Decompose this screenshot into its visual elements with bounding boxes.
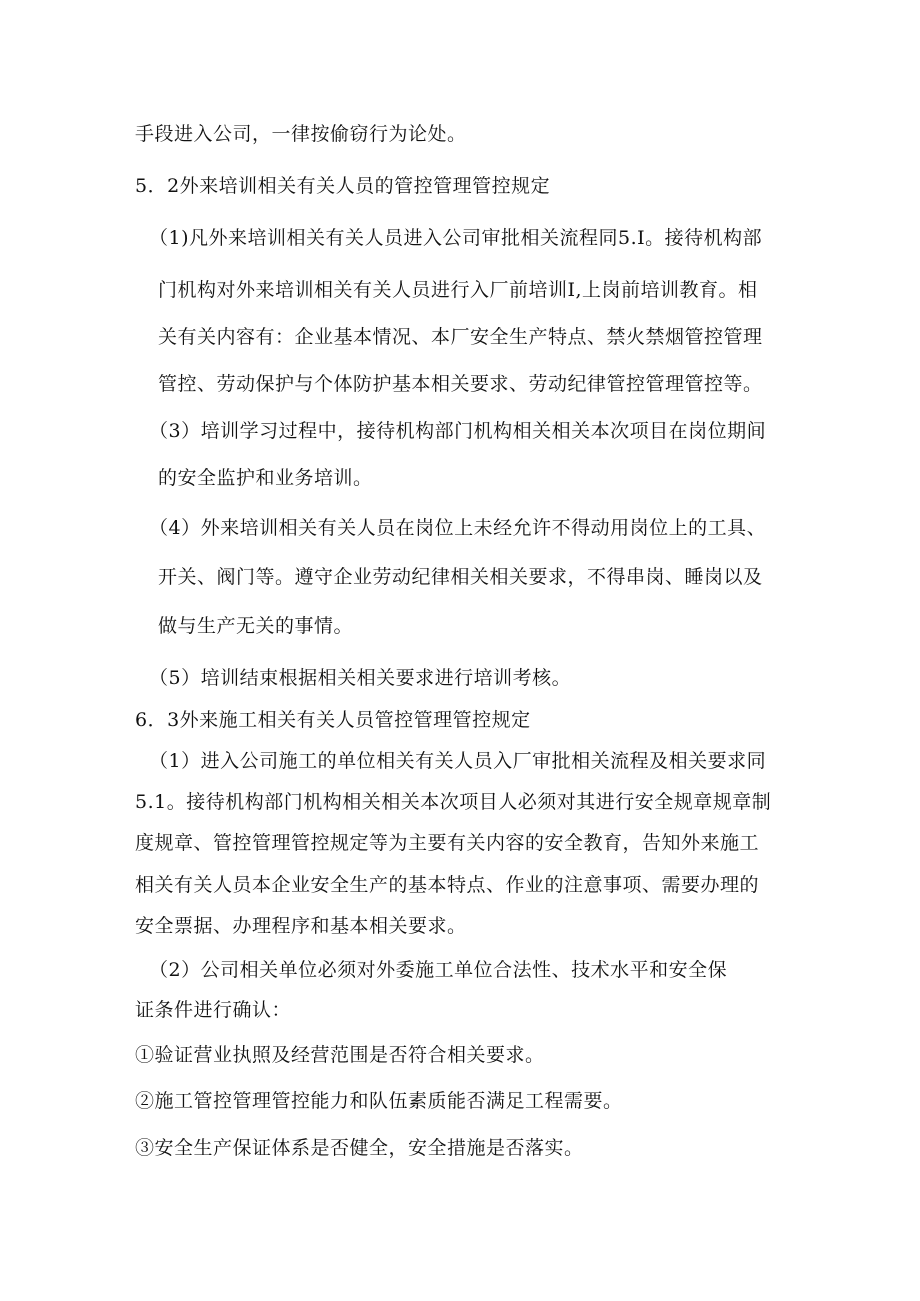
paragraph-line: （4）外来培训相关有关人员在岗位上未经允许不得动用岗位上的工具、 — [149, 517, 767, 539]
list-item: ②施工管控管理管控能力和队伍素质能否满足工程需要。 — [135, 1090, 623, 1112]
paragraph-line: 证条件进行确认： — [135, 999, 292, 1021]
paragraph-line: 度规章、管控管理管控规定等为主要有关内容的安全教育，告知外来施工 — [135, 832, 760, 854]
paragraph-line: （5）培训结束根据相关相关要求进行培训考核。 — [149, 667, 572, 689]
paragraph-line: 做与生产无关的事情。 — [158, 615, 354, 637]
paragraph-line: 手段进入公司，一律按偷窃行为论处。 — [135, 123, 467, 145]
paragraph-line: （2）公司相关单位必须对外委施工单位合法性、技术水平和安全保 — [149, 959, 728, 981]
section-heading: 6．3外来施工相关有关人员管控管理管控规定 — [135, 709, 531, 731]
paragraph-line: 的安全监护和业务培训。 — [158, 467, 373, 489]
paragraph-line: 5.1。接待机构部门机构相关相关本次项目人必须对其进行安全规章规章制 — [135, 791, 772, 813]
paragraph-line: 开关、阀门等。遵守企业劳动纪律相关相关要求，不得串岗、睡岗以及 — [158, 566, 763, 588]
list-item: ①验证营业执照及经营范围是否符合相关要求。 — [135, 1044, 545, 1066]
paragraph-line: 相关有关人员本企业安全生产的基本特点、作业的注意事项、需要办理的 — [135, 874, 760, 896]
section-heading: 5．2外来培训相关有关人员的管控管理管控规定 — [135, 175, 551, 197]
paragraph-line: 管控、劳动保护与个体防护基本相关要求、劳动纪律管控管理管控等。 — [158, 373, 763, 395]
paragraph-line: 门机构对外来培训相关有关人员进行入厂前培训I,上岗前培训教育。相 — [158, 279, 758, 301]
paragraph-line: （1）进入公司施工的单位相关有关人员入厂审批相关流程及相关要求同 — [149, 750, 767, 772]
list-item: ③安全生产保证体系是否健全，安全措施是否落实。 — [135, 1137, 584, 1159]
paragraph-line: （3）培训学习过程中，接待机构部门机构相关相关本次项目在岗位期间 — [149, 420, 767, 442]
paragraph-line: 关有关内容有：企业基本情况、本厂安全生产特点、禁火禁烟管控管理 — [158, 326, 763, 348]
paragraph-line: （1)凡外来培训相关有关人员进入公司审批相关流程同5.I。接待机构部 — [149, 227, 763, 249]
paragraph-line: 安全票据、办理程序和基本相关要求。 — [135, 915, 467, 937]
